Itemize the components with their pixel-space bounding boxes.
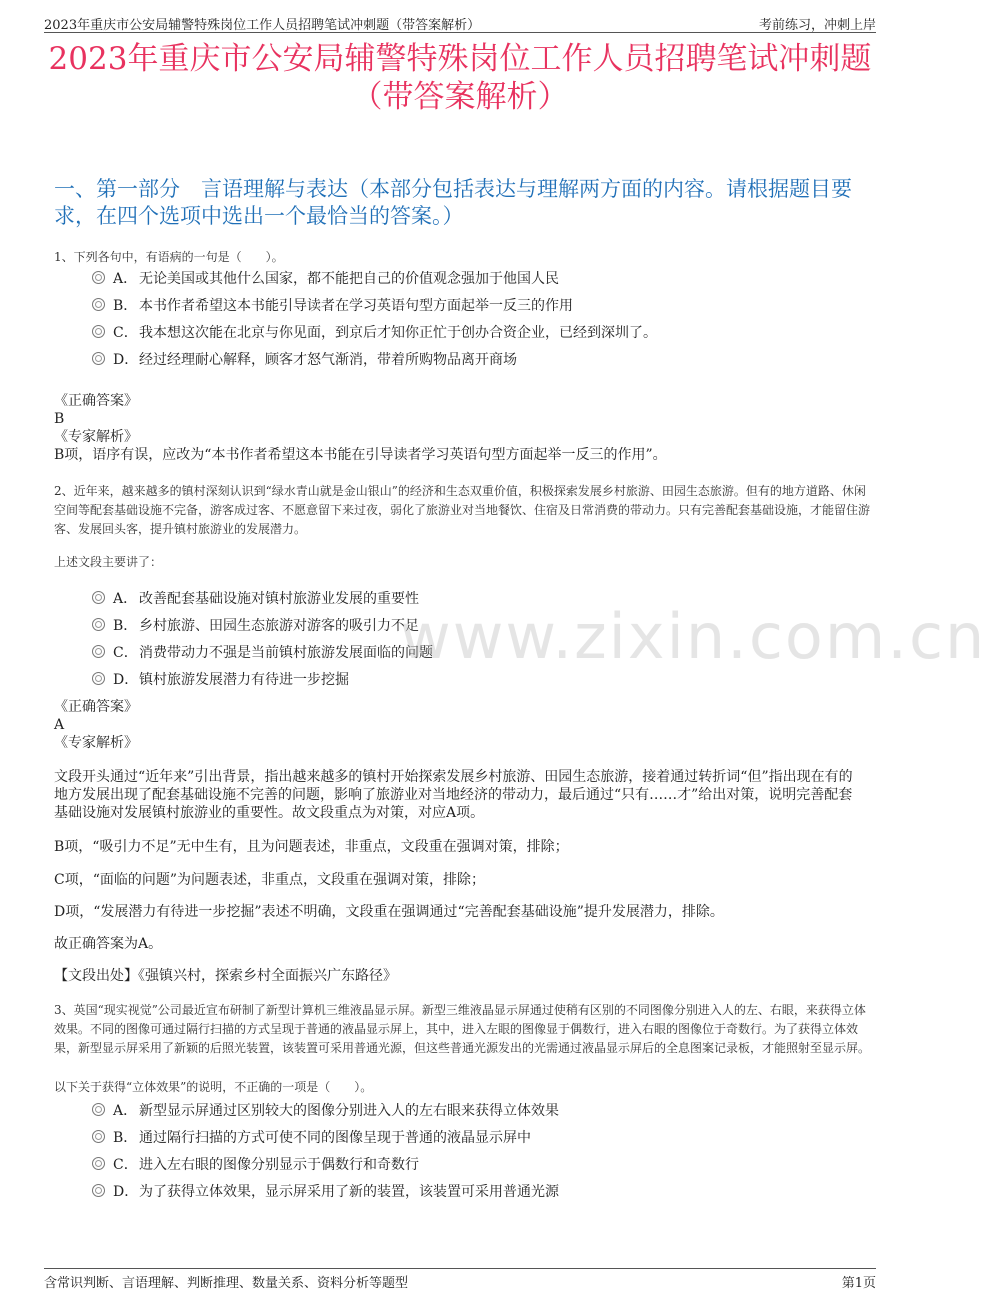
- q3-option-a[interactable]: [92, 1096, 860, 1123]
- page-header: [44, 10, 876, 32]
- q1-option-c[interactable]: [92, 318, 860, 345]
- option-text: 改善配套基础设施对镇村旅游业发展的重要性: [139, 590, 419, 607]
- q1-answer-block: [54, 392, 870, 464]
- option-letter: B．: [113, 617, 138, 634]
- option-text: 进入左右眼的图像分别显示于偶数行和奇数行: [139, 1156, 419, 1173]
- answer-value: B: [54, 411, 65, 427]
- q2-analysis-para-1: 文段开头通过“近年来”引出背景，指出越来越多的镇村开始探索发展乡村旅游、田园生态旅游，接着通过转折词“但”指出现在有的地方发展出现了配套基础设施不完善的问题，影响了旅游业对当地经济的带动力，最后通过“只有……才”给出对策，说明完善配套基础设施对发展镇村旅游业的重要性。故文段重点为对策，对应A项。: [54, 769, 853, 821]
- option-letter: C．: [113, 324, 138, 341]
- question-2-prompt: 上述文段主要讲了：: [54, 555, 163, 569]
- option-letter: B．: [113, 297, 138, 314]
- radio-icon[interactable]: [92, 1130, 105, 1143]
- q1-option-b[interactable]: [92, 291, 860, 318]
- title-line-1: 2023年重庆市公安局辅警特殊岗位工作人员招聘笔试冲刺题: [48, 41, 872, 77]
- option-letter: D．: [113, 351, 139, 368]
- radio-icon[interactable]: [92, 352, 105, 365]
- option-letter: A．: [113, 1102, 138, 1119]
- answer-label: 《正确答案》: [54, 393, 138, 409]
- q1-option-d[interactable]: [92, 345, 860, 372]
- radio-icon[interactable]: [92, 271, 105, 284]
- radio-icon[interactable]: [92, 618, 105, 631]
- header-doc-title: 2023年重庆市公安局辅警特殊岗位工作人员招聘笔试冲刺题（带答案解析）: [44, 18, 481, 33]
- option-letter: A．: [113, 270, 138, 287]
- analysis-label: 《专家解析》: [54, 735, 138, 751]
- header-slogan: 考前练习，冲刺上岸: [758, 18, 876, 33]
- radio-icon[interactable]: [92, 1103, 105, 1116]
- option-text: 通过隔行扫描的方式可使不同的图像呈现于普通的液晶显示屏中: [139, 1129, 531, 1146]
- option-letter: D．: [113, 1183, 139, 1200]
- q3-option-d[interactable]: [92, 1177, 860, 1204]
- option-text: 无论美国或其他什么国家，都不能把自己的价值观念强加于他国人民: [139, 270, 559, 287]
- option-letter: D．: [113, 671, 139, 688]
- option-text: 乡村旅游、田园生态旅游对游客的吸引力不足: [139, 617, 419, 634]
- radio-icon[interactable]: [92, 298, 105, 311]
- option-text: 消费带动力不强是当前镇村旅游发展面临的问题: [139, 644, 433, 661]
- option-text: 新型显示屏通过区别较大的图像分别进入人的左右眼来获得立体效果: [139, 1102, 559, 1119]
- option-letter: A．: [113, 590, 138, 607]
- question-3-options: [92, 1096, 860, 1204]
- question-1-options: [92, 264, 860, 372]
- title-line-2: （带答案解析）: [351, 79, 569, 115]
- page-number: 第1页: [841, 1276, 876, 1291]
- option-text: 经过经理耐心解释，顾客才怒气渐消，带着所购物品离开商场: [139, 351, 517, 368]
- option-text: 本书作者希望这本书能引导读者在学习英语句型方面起举一反三的作用: [139, 297, 573, 314]
- q3-option-b[interactable]: [92, 1123, 860, 1150]
- footer-divider: [44, 1268, 876, 1269]
- analysis-label: 《专家解析》: [54, 429, 138, 445]
- q1-option-a[interactable]: [92, 264, 860, 291]
- radio-icon[interactable]: [92, 645, 105, 658]
- q2-analysis-para-5: 故正确答案为A。: [54, 936, 163, 952]
- option-letter: B．: [113, 1129, 138, 1146]
- answer-value: A: [54, 717, 65, 733]
- option-text: 我本想这次能在北京与你见面，到京后才知你正忙于创办合资企业，已经到深圳了。: [139, 324, 657, 341]
- option-letter: C．: [113, 1156, 138, 1173]
- analysis-text: B项，语序有误，应改为“本书作者希望这本书能在引导读者学习英语句型方面起举一反三的作用”。: [54, 447, 667, 463]
- q2-analysis-para-4: D项，“发展潜力有待进一步挖掘”表述不明确，文段重在强调通过“完善配套基础设施”提升发展潜力，排除。: [54, 904, 724, 920]
- option-text: 镇村旅游发展潜力有待进一步挖掘: [139, 671, 349, 688]
- radio-icon[interactable]: [92, 1184, 105, 1197]
- q2-answer-block: [54, 698, 870, 752]
- footer-question-types: 含常识判断、言语理解、判断推理、数量关系、资料分析等题型: [44, 1276, 409, 1291]
- option-letter: C．: [113, 644, 138, 661]
- radio-icon[interactable]: [92, 325, 105, 338]
- question-2-stem: 2、近年来，越来越多的镇村深刻认识到“绿水青山就是金山银山”的经济和生态双重价值，积极探索发展乡村旅游、田园生态旅游。但有的地方道路、休闲空间等配套基础设施不完备，游客成过客、不愿意留下来过夜，弱化了旅游业对当地餐饮、住宿及日常消费的带动力。只有完善配套基础设施，才能留住游客、发展回头客，提升镇村旅游业的发展潜力。: [54, 484, 871, 536]
- q2-source: 【文段出处】《强镇兴村，探索乡村全面振兴广东路径》: [54, 968, 397, 984]
- document-title: [40, 40, 880, 116]
- radio-icon[interactable]: [92, 672, 105, 685]
- question-1-stem: 1、下列各句中，有语病的一句是（ ）。: [54, 250, 284, 264]
- question-3-prompt: 以下关于获得“立体效果”的说明，不正确的一项是（ ）。: [54, 1080, 373, 1094]
- q2-analysis-para-3: C项，“面临的问题”为问题表述，非重点，文段重在强调对策，排除；: [54, 872, 486, 888]
- question-3-stem: 3、英国“现实视觉”公司最近宣布研制了新型计算机三维液晶显示屏。新型三维液晶显示屏通过使稍有区别的不同图像分别进入人的左、右眼，来获得立体效果。不同的图像可通过隔行扫描的方式呈现于普通的液晶显示屏上，其中，进入左眼的图像显于偶数行，进入右眼的图像位于奇数行。为了获得立体效果，新型显示屏采用了新颖的后照光装置，该装置可采用普通光源，但这些普通光源发出的光需通过液晶显示屏后的全息图案记录板，才能照射至显示屏。: [54, 1003, 871, 1055]
- section-heading: 一、第一部分 言语理解与表达（本部分包括表达与理解两方面的内容。请根据题目要求，在四个选项中选出一个最恰当的答案。）: [54, 177, 852, 228]
- answer-label: 《正确答案》: [54, 699, 138, 715]
- watermark: www.zixin.com.cn: [400, 600, 986, 673]
- radio-icon[interactable]: [92, 591, 105, 604]
- radio-icon[interactable]: [92, 1157, 105, 1170]
- option-text: 为了获得立体效果，显示屏采用了新的装置，该装置可采用普通光源: [139, 1183, 559, 1200]
- q3-option-c[interactable]: [92, 1150, 860, 1177]
- header-divider: [44, 32, 876, 33]
- q2-analysis-para-2: B项，“吸引力不足”无中生有，且为问题表述，非重点，文段重在强调对策，排除；: [54, 839, 569, 855]
